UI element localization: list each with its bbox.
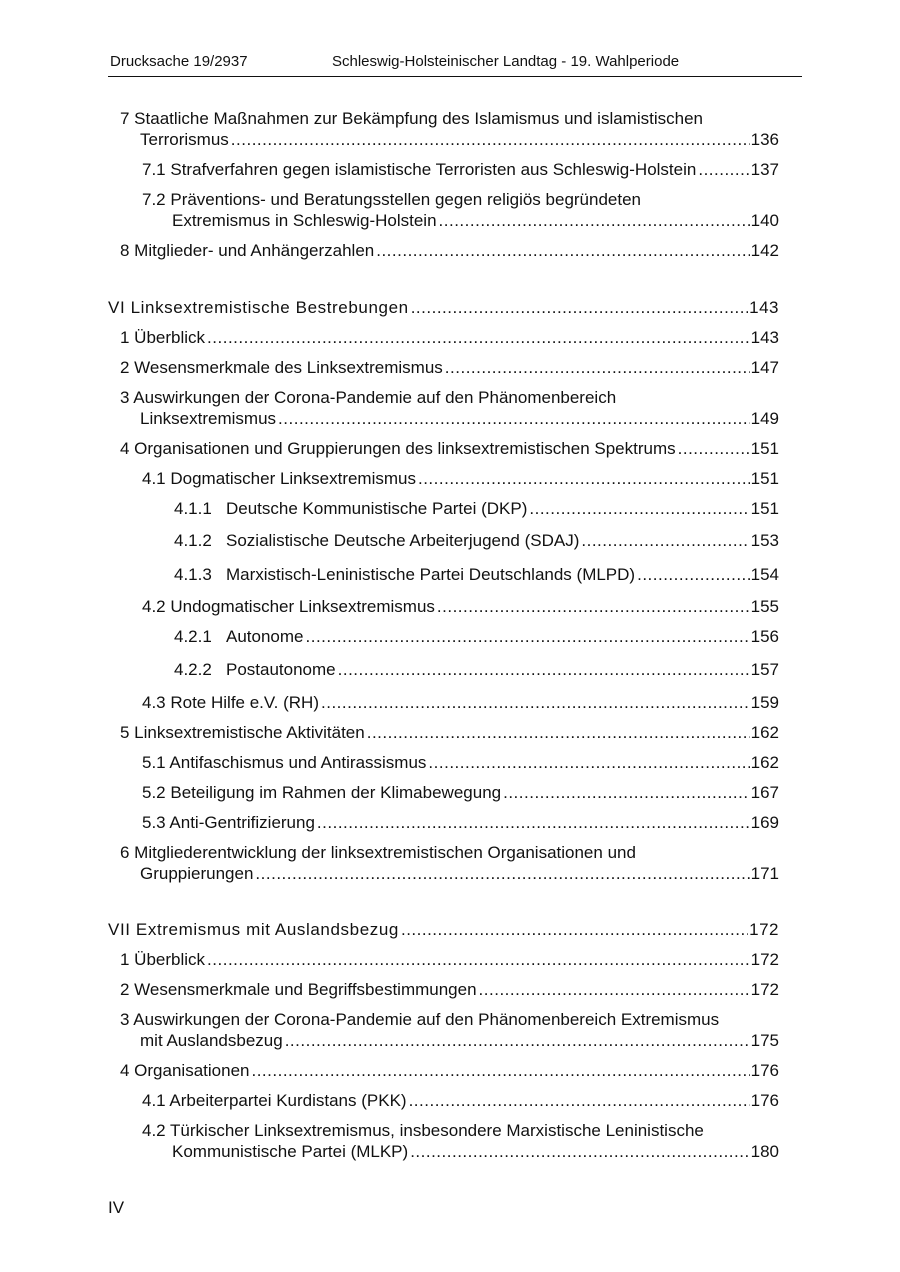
toc-chapter-entry[interactable] <box>108 297 779 318</box>
toc-page-number: 162 <box>750 723 779 742</box>
toc-entry-title: Autonome <box>226 627 304 646</box>
toc-page-number: 159 <box>750 693 779 712</box>
toc-entry-title: Gruppierungen <box>140 864 254 883</box>
toc-leader-dots <box>439 210 750 231</box>
toc-entry-title: 4.2 Undogmatischer Linksextremismus <box>142 597 435 616</box>
toc-page-number: 171 <box>750 864 779 883</box>
toc-entry-title: 1 Überblick <box>120 328 206 347</box>
toc-page-number: 172 <box>749 920 779 939</box>
toc-leader-dots <box>321 692 750 713</box>
toc-leader-dots <box>401 919 748 940</box>
toc-page-number: 180 <box>750 1142 779 1161</box>
toc-page-number: 156 <box>750 627 779 646</box>
toc-page-number: 175 <box>750 1031 779 1050</box>
toc-entry[interactable] <box>120 438 779 459</box>
toc-section-number: 4.1.3 <box>174 565 212 584</box>
toc-page-number: 149 <box>750 409 779 428</box>
toc-entry[interactable] <box>120 842 779 884</box>
toc-leader-dots <box>698 159 749 180</box>
toc-section-number: 4.1.1 <box>174 499 212 518</box>
toc-entry[interactable] <box>142 692 779 713</box>
toc-entry[interactable] <box>174 530 779 551</box>
toc-page-number: 143 <box>749 298 779 317</box>
toc-page-number: 147 <box>750 358 779 377</box>
toc-page-number: 172 <box>750 950 779 969</box>
toc-entry[interactable] <box>120 1009 779 1051</box>
toc-leader-dots <box>409 1090 750 1111</box>
toc-leader-dots <box>411 297 748 318</box>
toc-entry-title: 4.1 Dogmatischer Linksextremismus <box>142 469 416 488</box>
toc-page-number: 176 <box>750 1091 779 1110</box>
toc-page-number: 176 <box>750 1061 779 1080</box>
toc-entry[interactable] <box>120 722 779 743</box>
toc-entry[interactable] <box>120 357 779 378</box>
toc-entry-title: Terrorismus <box>140 130 229 149</box>
toc-page-number: 136 <box>750 130 779 149</box>
toc-entry-title: Sozialistische Deutsche Arbeiterjugend (SDAJ) <box>226 531 580 550</box>
toc-leader-dots <box>637 564 750 585</box>
toc-entry-title: VII Extremismus mit Auslandsbezug <box>108 920 399 939</box>
toc-leader-dots <box>529 498 749 519</box>
toc-entry[interactable] <box>120 979 779 1000</box>
toc-leader-dots <box>255 863 749 884</box>
toc-leader-dots <box>410 1141 749 1162</box>
toc-leader-dots <box>376 240 749 261</box>
toc-entry-title: mit Auslandsbezug <box>140 1031 283 1050</box>
toc-entry-title: VI Linksextremistische Bestrebungen <box>108 298 409 317</box>
toc-entry-title: Postautonome <box>226 660 336 679</box>
toc-page-number: 153 <box>750 531 779 550</box>
toc-leader-dots <box>678 438 750 459</box>
toc-entry-title: Extremismus in Schleswig-Holstein <box>172 211 437 230</box>
toc-chapter-entry[interactable] <box>108 919 779 940</box>
toc-entry-title: 4.3 Rote Hilfe e.V. (RH) <box>142 693 319 712</box>
toc-entry-title: 2 Wesensmerkmale und Begriffsbestimmungen <box>120 980 477 999</box>
toc-entry-title: 8 Mitglieder- und Anhängerzahlen <box>120 241 375 260</box>
toc-page-number: 151 <box>750 499 779 518</box>
toc-section-number: 4.1.2 <box>174 531 212 550</box>
toc-leader-dots <box>207 327 750 348</box>
toc-leader-dots <box>285 1030 750 1051</box>
toc-section-number: 4.2.2 <box>174 660 212 679</box>
toc-page-number: 167 <box>750 783 779 802</box>
toc-page-number: 172 <box>750 980 779 999</box>
toc-entry-title-line1: 7.2 Präventions- und Beratungsstellen gegen religiös begründeten <box>142 190 642 209</box>
toc-entry[interactable] <box>142 596 779 617</box>
toc-entry-title: Linksextremismus <box>140 409 277 428</box>
toc-leader-dots <box>338 659 750 680</box>
toc-entry-title-line1: 4.2 Türkischer Linksextremismus, insbesondere Marxistische Leninistische <box>142 1121 704 1140</box>
toc-leader-dots <box>581 530 749 551</box>
toc-entry[interactable] <box>142 468 779 489</box>
toc-entry-title: 5.3 Anti-Gentrifizierung <box>142 813 315 832</box>
parliament-title: Schleswig-Holsteinischer Landtag - 19. Wahlperiode <box>332 53 680 70</box>
toc-page-number: 140 <box>750 211 779 230</box>
toc-leader-dots <box>503 782 750 803</box>
toc-leader-dots <box>251 1060 749 1081</box>
toc-entry[interactable] <box>120 240 779 261</box>
toc-entry[interactable] <box>120 108 779 150</box>
toc-section-number: 4.2.1 <box>174 627 212 646</box>
toc-page-number: 142 <box>750 241 779 260</box>
toc-page-number: 157 <box>750 660 779 679</box>
toc-entry[interactable] <box>120 327 779 348</box>
toc-entry-title: 2 Wesensmerkmale des Linksextremismus <box>120 358 443 377</box>
toc-entry-title: 1 Überblick <box>120 950 206 969</box>
toc-entry-title: Deutsche Kommunistische Partei (DKP) <box>226 499 528 518</box>
toc-page-number: 137 <box>750 160 779 179</box>
toc-entry-title: Kommunistische Partei (MLKP) <box>172 1142 409 1161</box>
toc-leader-dots <box>437 596 750 617</box>
toc-entry[interactable] <box>142 1120 779 1162</box>
toc-entry-title-line1: 7 Staatliche Maßnahmen zur Bekämpfung des Islamismus und islamistischen <box>120 109 703 128</box>
toc-leader-dots <box>278 408 750 429</box>
toc-entry-title-line1: 3 Auswirkungen der Corona-Pandemie auf den Phänomenbereich Extremismus <box>120 1010 720 1029</box>
toc-entry-title: 4 Organisationen <box>120 1061 250 1080</box>
toc-leader-dots <box>317 812 750 833</box>
toc-leader-dots <box>479 979 750 1000</box>
toc-entry-title: 5.1 Antifaschismus und Antirassismus <box>142 753 427 772</box>
toc-entry-title-line1: 6 Mitgliederentwicklung der linksextremistischen Organisationen und <box>120 843 636 862</box>
toc-page-number: 143 <box>750 328 779 347</box>
toc-entry-title: Marxistisch-Leninistische Partei Deutschlands (MLPD) <box>226 565 636 584</box>
toc-entry[interactable] <box>142 812 779 833</box>
toc-entry[interactable] <box>142 782 779 803</box>
toc-leader-dots <box>367 722 750 743</box>
page-number: IV <box>108 1198 125 1217</box>
toc-page-number: 154 <box>750 565 779 584</box>
toc-entry[interactable] <box>174 626 779 647</box>
toc-leader-dots <box>418 468 750 489</box>
toc-entry[interactable] <box>174 498 779 519</box>
toc-entry[interactable] <box>174 659 779 680</box>
toc-entry-title: 4 Organisationen und Gruppierungen des linksextremistischen Spektrums <box>120 439 676 458</box>
toc-entry[interactable] <box>120 387 779 429</box>
toc-leader-dots <box>428 752 749 773</box>
toc-entry[interactable] <box>120 949 779 970</box>
toc-leader-dots <box>231 129 750 150</box>
toc-leader-dots <box>207 949 750 970</box>
document-number: Drucksache 19/2937 <box>110 53 248 70</box>
page-header <box>108 52 802 77</box>
toc-entry-title: 4.1 Arbeiterpartei Kurdistans (PKK) <box>142 1091 407 1110</box>
toc-page-number: 162 <box>750 753 779 772</box>
toc-entry[interactable] <box>142 1090 779 1111</box>
toc-page-number: 169 <box>750 813 779 832</box>
toc-entry[interactable] <box>174 564 779 585</box>
toc-page-number: 151 <box>750 469 779 488</box>
toc-entry[interactable] <box>142 189 779 231</box>
toc-entry-title: 5 Linksextremistische Aktivitäten <box>120 723 365 742</box>
toc-leader-dots <box>445 357 750 378</box>
toc-leader-dots <box>306 626 750 647</box>
toc-entry-title-line1: 3 Auswirkungen der Corona-Pandemie auf den Phänomenbereich <box>120 388 617 407</box>
toc-page-number: 151 <box>750 439 779 458</box>
toc-entry[interactable] <box>142 752 779 773</box>
toc-entry[interactable] <box>120 1060 779 1081</box>
toc-entry-title: 7.1 Strafverfahren gegen islamistische Terroristen aus Schleswig-Holstein <box>142 160 697 179</box>
toc-entry[interactable] <box>142 159 779 180</box>
toc-entry-title: 5.2 Beteiligung im Rahmen der Klimabewegung <box>142 783 502 802</box>
toc-page-number: 155 <box>750 597 779 616</box>
